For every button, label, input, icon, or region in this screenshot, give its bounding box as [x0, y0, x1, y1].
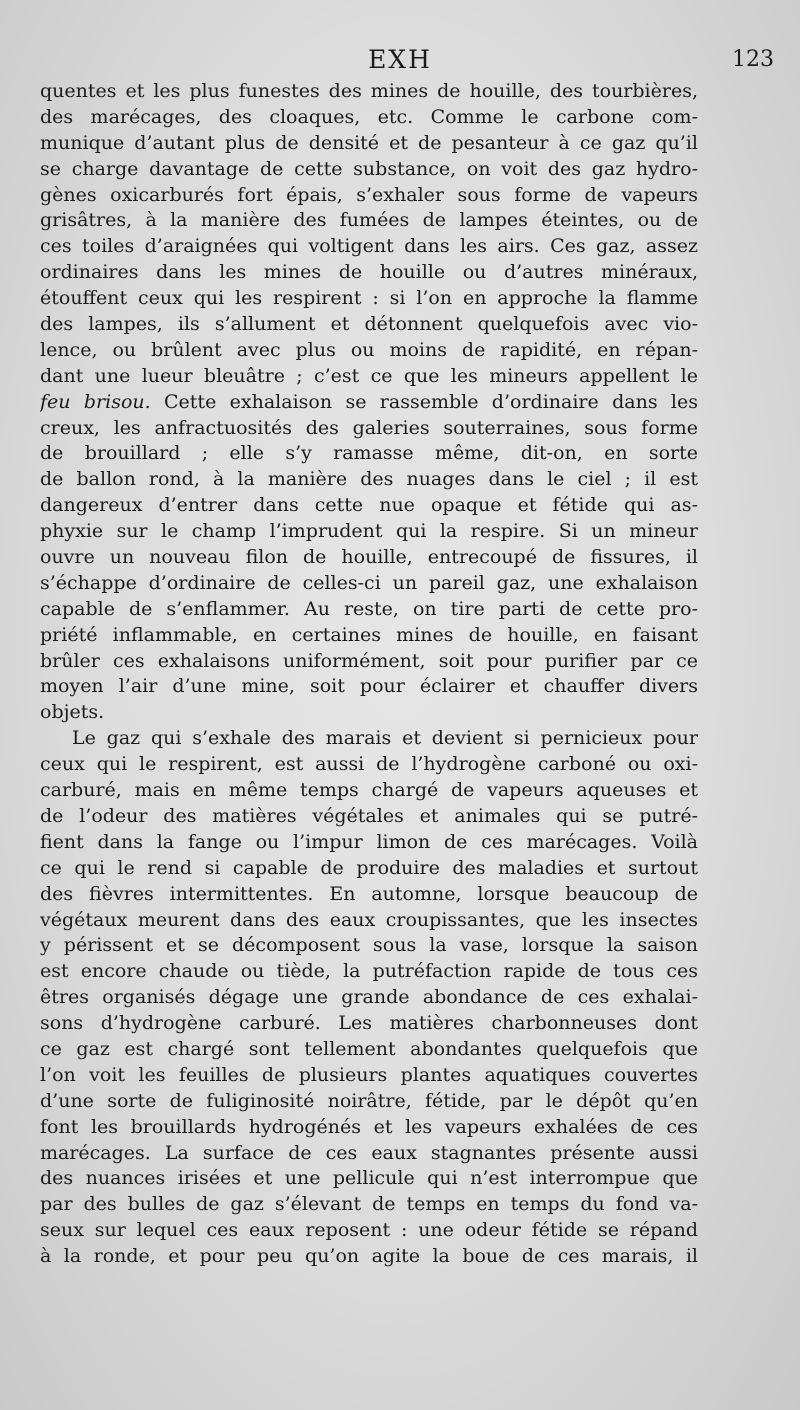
text-line: par des bulles de gaz s’élevant de temps en temps du fond va-: [40, 1193, 698, 1216]
text-line: phyxie sur le champ l’imprudent qui la respire. Si un mineur: [40, 520, 698, 543]
text-line: grisâtres, à la manière des fumées de lampes éteintes, ou de: [40, 209, 698, 232]
text-line: êtres organisés dégage une grande abondance de ces exhalai-: [40, 986, 698, 1009]
text-line: de brouillard ; elle s’y ramasse même, dit-on, en sorte: [40, 442, 698, 465]
text-line: gènes oxicarburés fort épais, s’exhaler sous forme de vapeurs: [40, 183, 698, 206]
text-line: marécages. La surface de ces eaux stagnantes présente aussi: [40, 1141, 698, 1164]
text-line: des marécages, des cloaques, etc. Comme le carbone com-: [40, 105, 698, 128]
text-line: font les brouillards hydrogénés et les vapeurs exhalées de ces: [40, 1115, 698, 1138]
body-text: [40, 79, 698, 1270]
text-run: Cette exhalaison se rassemble d’ordinaire dans les: [150, 390, 698, 413]
text-line: ouvre un nouveau filon de houille, entrecoupé de fissures, il: [40, 546, 698, 569]
text-line: dant une lueur bleuâtre ; c’est ce que les mineurs appellent le: [40, 364, 698, 387]
text-line: fient dans la fange ou l’impur limon de ces marécages. Voilà: [40, 830, 698, 853]
text-line: y périssent et se décomposent sous la vase, lorsque la saison: [40, 934, 698, 957]
text-line: est encore chaude ou tiède, la putréfaction rapide de tous ces: [40, 960, 698, 983]
text-line: capable de s’enflammer. Au reste, on tire parti de cette pro-: [40, 597, 698, 620]
text-line: brûler ces exhalaisons uniformément, soit pour purifier par ce: [40, 649, 698, 672]
text-line: ce qui le rend si capable de produire des maladies et surtout: [40, 856, 698, 879]
text-line: objets.: [40, 701, 105, 724]
text-line: dangereux d’entrer dans cette nue opaque et fétide qui as-: [40, 494, 698, 517]
text-line: l’on voit les feuilles de plusieurs plantes aquatiques couvertes: [40, 1063, 698, 1086]
text-line: de ballon rond, à la manière des nuages dans le ciel ; il est: [40, 468, 698, 491]
text-line: sons d’hydrogène carburé. Les matières charbonneuses dont: [40, 1012, 698, 1035]
text-line: se charge davantage de cette substance, on voit des gaz hydro-: [40, 157, 698, 180]
text-line: à la ronde, et pour peu qu’on agite la boue de ces marais, il: [40, 1245, 698, 1268]
paragraph-first-line: Le gaz qui s’exhale des marais et devient si pernicieux pour: [72, 727, 698, 750]
text-line: étouffent ceux qui les respirent : si l’on en approche la flamme: [40, 287, 698, 310]
running-title: EXH: [368, 45, 432, 74]
text-line: seux sur lequel ces eaux reposent : une odeur fétide se répand: [40, 1219, 698, 1242]
page-number: 123: [732, 47, 774, 72]
text-line: végétaux meurent dans des eaux croupissantes, que les insectes: [40, 908, 698, 931]
text-line: des lampes, ils s’allument et détonnent quelquefois avec vio-: [40, 313, 698, 336]
text-line: quentes et les plus funestes des mines de houille, des tourbières,: [40, 80, 698, 102]
text-line: des fièvres intermittentes. En automne, lorsque beaucoup de: [40, 882, 698, 905]
text-line: [40, 390, 698, 416]
text-line: des nuances irisées et une pellicule qui n’est interrompue que: [40, 1167, 698, 1190]
text-line: priété inflammable, en certaines mines de houille, en faisant: [40, 623, 698, 646]
italic-term: feu brisou.: [40, 390, 151, 413]
text-line: munique d’autant plus de densité et de pesanteur à ce gaz qu’il: [40, 131, 698, 154]
text-line: s’échappe d’ordinaire de celles-ci un pareil gaz, une exhalaison: [40, 571, 698, 594]
text-line: moyen l’air d’une mine, soit pour éclairer et chauffer divers: [40, 675, 698, 698]
text-line: carburé, mais en même temps chargé de vapeurs aqueuses et: [40, 779, 698, 802]
text-line: ceux qui le respirent, est aussi de l’hydrogène carboné ou oxi-: [40, 753, 698, 776]
text-line: ordinaires dans les mines de houille ou d’autres minéraux,: [40, 261, 698, 284]
text-line: de l’odeur des matières végétales et animales qui se putré-: [40, 804, 698, 827]
text-line: lence, ou brûlent avec plus ou moins de rapidité, en répan-: [40, 338, 698, 361]
text-line: ces toiles d’araignées qui voltigent dans les airs. Ces gaz, assez: [40, 235, 698, 258]
text-line: creux, les anfractuosités des galeries souterraines, sous forme: [40, 416, 698, 439]
page-header: [0, 44, 800, 84]
text-line: ce gaz est chargé sont tellement abondantes quelquefois que: [40, 1037, 698, 1060]
text-line: d’une sorte de fuliginosité noirâtre, fétide, par le dépôt qu’en: [40, 1089, 698, 1112]
